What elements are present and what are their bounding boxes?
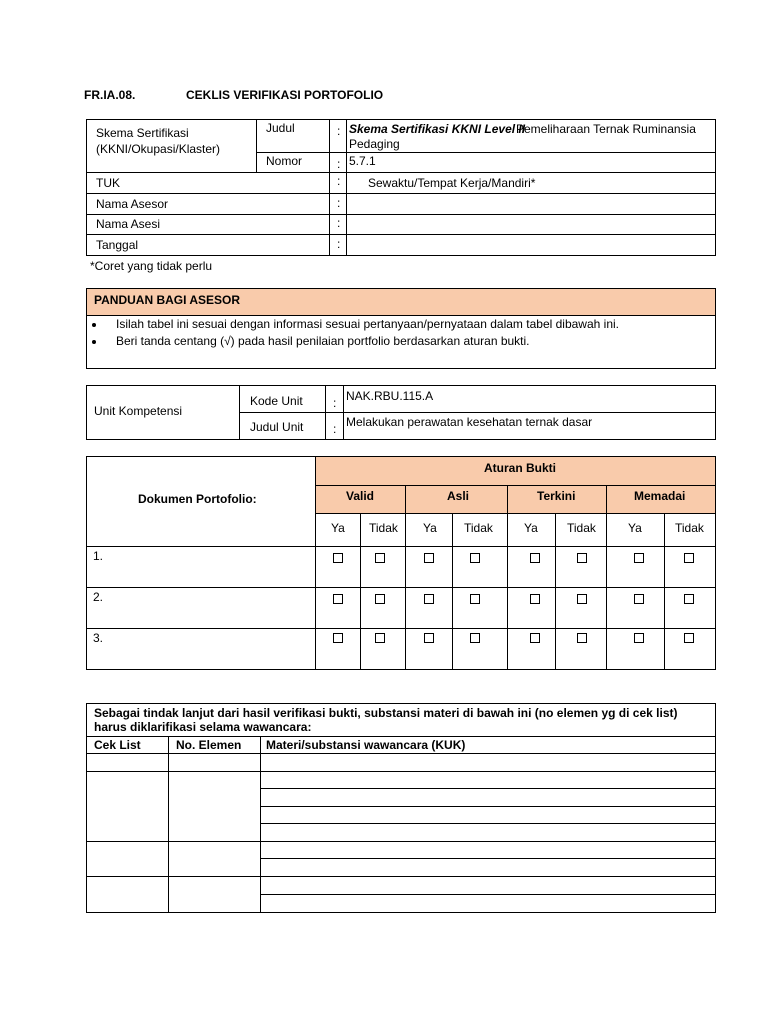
tuk-value: Sewaktu/Tempat Kerja/Mandiri* bbox=[368, 176, 536, 190]
checkbox-asli-tidak[interactable] bbox=[470, 594, 480, 604]
tuk-colon: : bbox=[337, 174, 341, 188]
checkbox-memadai-ya[interactable] bbox=[634, 594, 644, 604]
bullet-icon bbox=[92, 323, 96, 327]
checkbox-valid-tidak[interactable] bbox=[375, 553, 385, 563]
checkbox-terkini-tidak[interactable] bbox=[577, 594, 587, 604]
col-ceklist: Cek List bbox=[94, 738, 141, 752]
checkbox-asli-ya[interactable] bbox=[424, 633, 434, 643]
col-no-elemen: No. Elemen bbox=[176, 738, 242, 752]
judul-value-line2: Pedaging bbox=[349, 137, 400, 151]
skema-label: Skema Sertifikasi bbox=[96, 126, 189, 140]
ya-label: Ya bbox=[524, 521, 538, 535]
nomor-label: Nomor bbox=[266, 154, 303, 168]
kode-unit-label: Kode Unit bbox=[250, 394, 303, 408]
bullet-icon bbox=[92, 340, 96, 344]
checkbox-valid-ya[interactable] bbox=[333, 633, 343, 643]
judul-unit-label: Judul Unit bbox=[250, 420, 304, 434]
tanggal-colon: : bbox=[337, 237, 341, 251]
checkbox-terkini-tidak[interactable] bbox=[577, 553, 587, 563]
tanggal-label: Tanggal bbox=[96, 238, 139, 252]
ya-label: Ya bbox=[628, 521, 642, 535]
checkbox-terkini-ya[interactable] bbox=[530, 553, 540, 563]
judul-unit-colon: : bbox=[333, 422, 337, 436]
asesor-colon: : bbox=[337, 196, 341, 210]
panduan-item-1: Isilah tabel ini sesuai dengan informasi sesuai pertanyaan/pernyataan dalam tabel dibawah ini. bbox=[116, 317, 619, 331]
tidak-label: Tidak bbox=[464, 521, 493, 535]
checkbox-memadai-tidak[interactable] bbox=[684, 633, 694, 643]
nomor-colon: : bbox=[337, 157, 341, 171]
judul-value-italic: Skema Sertifikasi KKNI Level II bbox=[349, 122, 526, 136]
checkbox-terkini-tidak[interactable] bbox=[577, 633, 587, 643]
skema-label-sub: (KKNI/Okupasi/Klaster) bbox=[96, 142, 221, 156]
asesor-label: Nama Asesor bbox=[96, 197, 169, 211]
dokumen-label: Dokumen Portofolio: bbox=[138, 492, 257, 506]
form-title: CEKLIS VERIFIKASI PORTOFOLIO bbox=[186, 88, 384, 102]
panduan-title: PANDUAN BAGI ASESOR bbox=[94, 293, 241, 307]
checkbox-valid-tidak[interactable] bbox=[375, 633, 385, 643]
checkbox-asli-tidak[interactable] bbox=[470, 553, 480, 563]
form-code: FR.IA.08. bbox=[84, 88, 136, 102]
kode-colon: : bbox=[333, 396, 337, 410]
checkbox-asli-ya[interactable] bbox=[424, 553, 434, 563]
checkbox-valid-tidak[interactable] bbox=[375, 594, 385, 604]
aturan-bukti-label: Aturan Bukti bbox=[484, 461, 556, 475]
ya-label: Ya bbox=[331, 521, 345, 535]
checkbox-asli-tidak[interactable] bbox=[470, 633, 480, 643]
checkbox-memadai-ya[interactable] bbox=[634, 633, 644, 643]
panduan-item-2: Beri tanda centang (√) pada hasil penilaian portfolio berdasarkan aturan bukti. bbox=[116, 334, 530, 348]
checkbox-valid-ya[interactable] bbox=[333, 553, 343, 563]
judul-unit-value: Melakukan perawatan kesehatan ternak dasar bbox=[346, 415, 593, 429]
judul-value: Pemeliharaan Ternak Ruminansia bbox=[516, 122, 696, 136]
unit-label: Unit Kompetensi bbox=[94, 404, 183, 418]
checkbox-terkini-ya[interactable] bbox=[530, 594, 540, 604]
tidak-label: Tidak bbox=[567, 521, 596, 535]
followup-heading-line2: harus diklarifikasi selama wawancara: bbox=[94, 720, 312, 734]
checkbox-valid-ya[interactable] bbox=[333, 594, 343, 604]
checkbox-memadai-tidak[interactable] bbox=[684, 553, 694, 563]
tuk-label: TUK bbox=[96, 176, 120, 190]
criteria-terkini: Terkini bbox=[537, 489, 576, 503]
judul-colon: : bbox=[337, 124, 341, 138]
footnote: *Coret yang tidak perlu bbox=[90, 259, 213, 273]
ya-label: Ya bbox=[423, 521, 437, 535]
nomor-value: 5.7.1 bbox=[349, 154, 376, 168]
checkbox-memadai-ya[interactable] bbox=[634, 553, 644, 563]
col-materi: Materi/substansi wawancara (KUK) bbox=[266, 738, 466, 752]
row-number: 3. bbox=[93, 631, 104, 645]
checkbox-asli-ya[interactable] bbox=[424, 594, 434, 604]
followup-heading: Sebagai tindak lanjut dari hasil verifikasi bukti, substansi materi di bawah ini (no elemen yg di cek list) bbox=[94, 706, 678, 720]
criteria-asli: Asli bbox=[447, 489, 470, 503]
criteria-valid: Valid bbox=[346, 489, 375, 503]
criteria-memadai: Memadai bbox=[634, 489, 686, 503]
asesi-label: Nama Asesi bbox=[96, 217, 161, 231]
tidak-label: Tidak bbox=[675, 521, 704, 535]
kode-unit-value: NAK.RBU.115.A bbox=[346, 389, 434, 403]
row-number: 2. bbox=[93, 590, 104, 604]
checkbox-memadai-tidak[interactable] bbox=[684, 594, 694, 604]
judul-label: Judul bbox=[266, 121, 295, 135]
checkbox-terkini-ya[interactable] bbox=[530, 633, 540, 643]
asesi-colon: : bbox=[337, 216, 341, 230]
row-number: 1. bbox=[93, 549, 104, 563]
tidak-label: Tidak bbox=[369, 521, 398, 535]
